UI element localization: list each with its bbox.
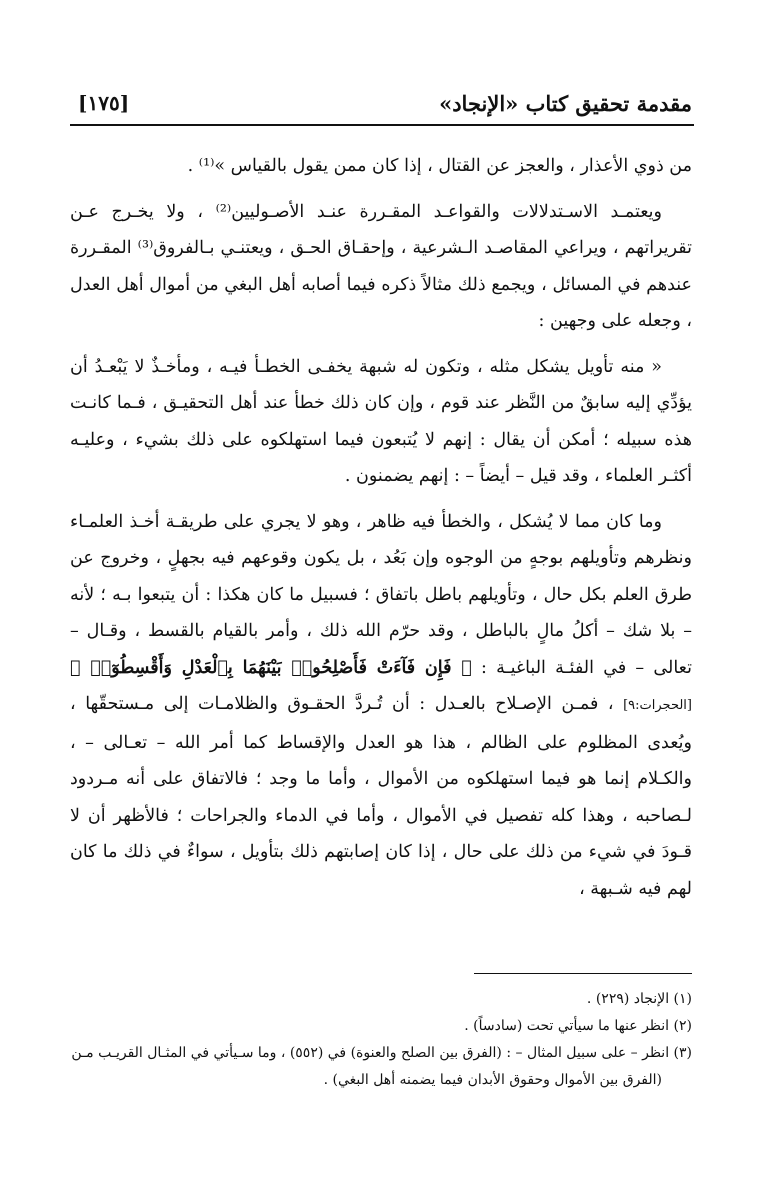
page-header	[78, 86, 692, 120]
paragraph-3-quote: « منه تأويل يشكل مثله ، وتكون له شبهة يخفـى الخطـأ فيـه ، ومأخـذٌ لا يَبْعـدُ أن يؤدِّي إليه سابقٌ من النَّظر عند قوم ، وإن كان ذلك خطأ عند أهل التحقيـق ، فـما كانـت هذه سبيله ؛ أمكن أن يقال : إنهم لا يُتبعون فيما استهلكوه على ذلك بشيء ، وعليـه أكثـر العلماء ، وقد قيل – أيضاً – : إنهم يضمنون .	[70, 356, 692, 486]
header-rule	[70, 124, 694, 126]
footnote-3: (٣) انظر – على سبيل المثال – : (الفرق بين الصلح والعنوة) في (٥٥٢) ، وما سـيأتي في المثـال القريـب مـن	[71, 1045, 692, 1061]
paragraph-2: ويعتمـد الاسـتدلالات والقواعـد المقـررة عنـد الأصـوليين⁽²⁾ ، ولا يخـرج عـن تقريراتهم ، ويراعي المقاصـد الـشرعية ، وإحقـاق الحـق ، ويعتنـي بـالفروق⁽³⁾ المقـررة عندهم في المسائل ، ويجمع ذلك مثالاً ذكره فيما أصابه أهل البغي من أموال أهل العدل ، وجعله على وجهين :	[70, 201, 693, 331]
quran-reference: [الحجرات:٩]	[623, 698, 692, 713]
footnote-separator	[474, 973, 692, 974]
quran-verse: ﴿ فَإِن فَآءَتْ فَأَصْلِحُوا۟ بَيْنَهُمَا بِٱلْعَدْلِ وَأَقْسِطُوٓا۟ ﴾	[70, 657, 472, 678]
paragraph-1: من ذوي الأعذار ، والعجز عن القتال ، إذا كان ممن يقول بالقياس »⁽¹⁾ .	[187, 156, 692, 176]
main-text	[70, 148, 692, 916]
footnote-1: (١) الإنجاد (٢٢٩) .	[586, 991, 692, 1007]
running-title: مقدمة تحقيق كتاب «الإنجاد»	[439, 90, 692, 116]
paragraph-4	[70, 504, 692, 908]
paragraph-4-continuation: ، فمـن الإصـلاح بالعـدل : أن تُـردَّ الحقـوق والظلامـات إلى مـستحقّها ، ويُعدى المظلوم على الظالم ، هذا هو العدل والإقساط كما أمر الله – تعـالى – ، والكـلام إنما هو فيما استهلكوه من الأموال ، وأما ما وجد ؛ فالاتفاق على أنه مـردود لـصاحبه ، وهذا كله تفصيل في الأموال ، وأما في الدماء والجراحات ؛ فالأظهر أن لا قـودَ في شيء من ذلك على حال ، إذا كان إصابتهم ذلك بتأويل ، سواءٌ في ذلك ما كان لهم فيه شـبهة ،	[70, 694, 692, 899]
page-number: [١٧٥]	[78, 91, 130, 115]
footnote-2: (٢) انظر عنها ما سيأتي تحت (سادساً) .	[464, 1018, 692, 1034]
paragraph-4-text: وما كان مما لا يُشكل ، والخطأ فيه ظاهر ، وهو لا يجري على طريقـة أخـذ العلمـاء ونظرهم وتأويلهم بوجهٍ من الوجوه وإن بَعُد ، بل يكون وقوعهم فيه بجهلٍ ، وخروج عن طرق العلم بكل حال ، وتأويلهم باطل باتفاق ؛ فسبيل ما كان هكذا : أن يتبعوا بـه ؛ لأنه – بلا شك – أكلُ مالٍ بالباطل ، وقد حرّم الله ذلك ، وأمر بالقيام بالقسط ، وقـال – تعالى – في الفئـة الباغيـة :	[70, 511, 692, 678]
footnotes	[70, 986, 692, 1094]
footnote-3-continuation: (الفرق بين الأموال وحقوق الأبدان فيما يضمنه أهل البغي) .	[323, 1072, 662, 1088]
